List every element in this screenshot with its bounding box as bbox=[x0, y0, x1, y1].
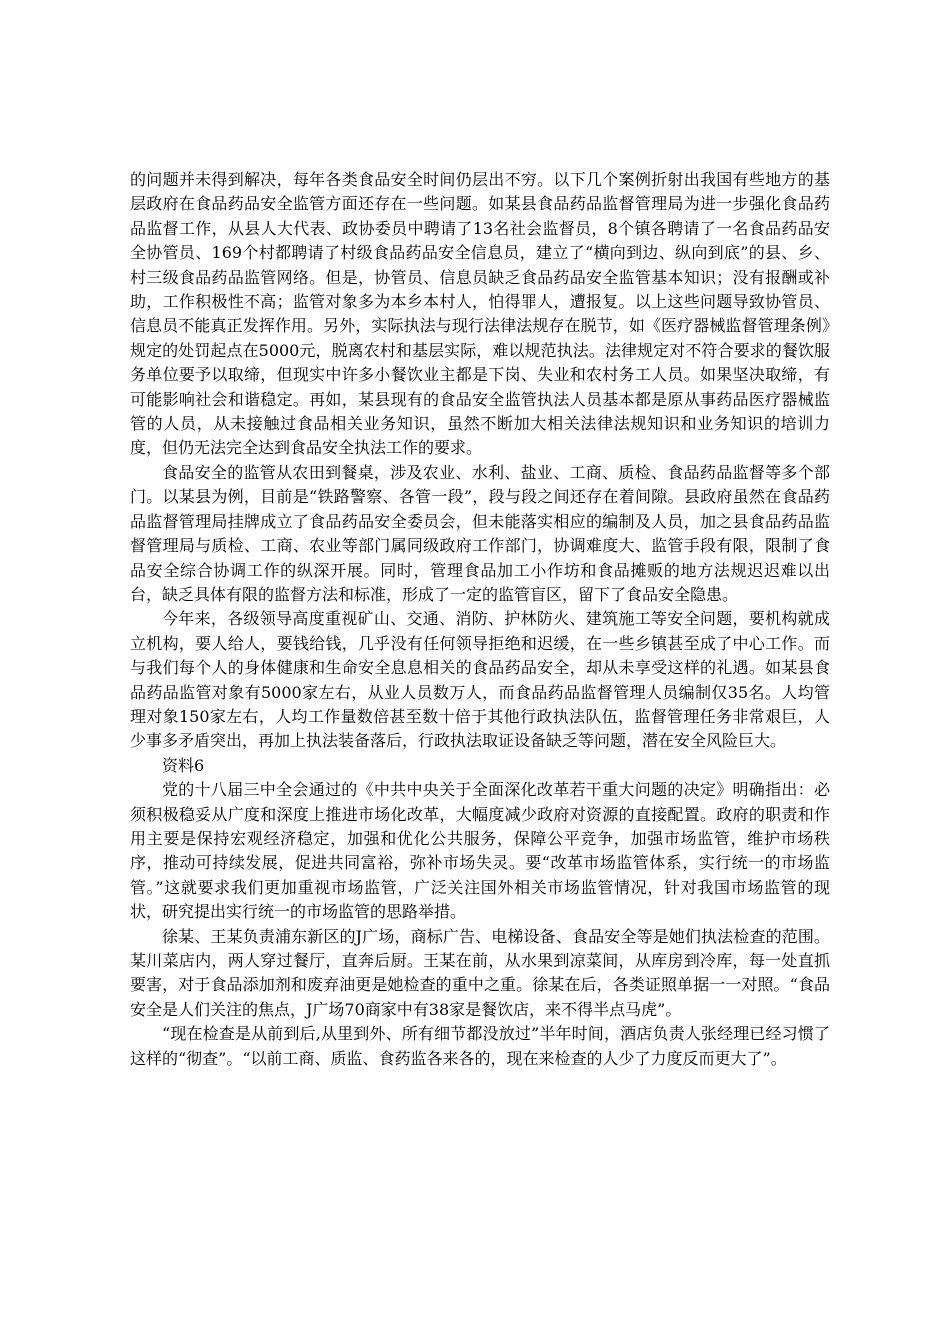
document-page bbox=[130, 168, 830, 1071]
section-heading-material-6: 资料6 bbox=[162, 755, 205, 775]
paragraph-safety-priorities: 今年来，各级领导高度重视矿山、交通、消防、护林防火、建筑施工等安全问题，要机构就成立机构，要人给人，要钱给钱，几乎没有任何领导拒绝和迟缓，在一些乡镇甚至成了中心工作。而与我们每个人的身体健康和生命安全息息相关的食品药品安全，却从未享受这样的礼遇。如某县食品药品监管对象有5000家左右，从业人员数万人，而食品药品监督管理人员编制仅35名。人均管理对象150家左右，人均工作量数倍甚至数十倍于其他行政执法队伍，监督管理任务非常艰巨，人少事多矛盾突出，再加上执法装备落后，行政执法取证设备缺乏等问题，潜在安全风险巨大。 bbox=[130, 609, 830, 751]
paragraph-food-supervision-departments: 食品安全的监管从农田到餐桌，涉及农业、水利、盐业、工商、质检、食品药品监督等多个部门。以某县为例，目前是“铁路警察、各管一段”，段与段之间还存在着间隙。县政府虽然在食品药品监督管理局挂牌成立了食品药品安全委员会，但未能落实相应的编制及人员，加之县食品药品监督管理局与质检、工商、农业等部门属同级政府工作部门，协调难度大、监管手段有限，限制了食品安全综合协调工作的纵深开展。同时，管理食品加工小作坊和食品摊贩的地方法规迟迟难以出台，缺乏具体有限的监督方法和标准，形成了一定的监管盲区，留下了食品安全隐患。 bbox=[130, 462, 830, 604]
paragraph-continuation: 的问题并未得到解决，每年各类食品安全时间仍层出不穷。以下几个案例折射出我国有些地方的基层政府在食品药品安全监管方面还存在一些问题。如某县食品药品监督管理局为进一步强化食品药品监督工作，从县人大代表、政协委员中聘请了13名社会监督员，8个镇各聘请了一名食品药品安全协管员、169个村都聘请了村级食品药品安全信息员，建立了“横向到边、纵向到底”的县、乡、村三级食品药品监管网络。但是，协管员、信息员缺乏食品药品安全监管基本知识；没有报酬或补助，工作积极性不高；监管对象多为本乡本村人，怕得罪人，遭报复。以上这些问题导致协管员、信息员不能真正发挥作用。另外，实际执法与现行法律法规存在脱节，如《医疗器械监督管理条例》规定的处罚起点在5000元，脱离农村和基层实际，难以规范执法。法律规定对不符合要求的餐饮服务单位要予以取缔，但现实中许多小餐饮业主都是下岗、失业和农村务工人员。如果坚决取缔，有可能影响社会和谐稳定。再如，某县现有的食品安全监管执法人员基本都是原从事药品医疗器械监管的人员，从未接触过食品相关业务知识，虽然不断加大相关法律法规知识和业务知识的培训力度，但仍无法完全达到食品安全执法工作的要求。 bbox=[130, 170, 830, 458]
paragraph-inspection-case: 徐某、王某负责浦东新区的J广场，商标广告、电梯设备、食品安全等是她们执法检查的范围。某川菜店内，两人穿过餐厅，直奔后厨。王某在前，从水果到凉菜间，从库房到冷库，每一处直抓要害，对于食品添加剂和废弃油更是她检查的重中之重。徐某在后，各类证照单据一一对照。“食品安全是人们关注的焦点，J广场70商家中有38家是餐饮店，来不得半点马虎”。 bbox=[130, 926, 830, 1019]
paragraph-market-reform: 党的十八届三中全会通过的《中共中央关于全面深化改革若干重大问题的决定》明确指出：必须积极稳妥从广度和深度上推进市场化改革，大幅度减少政府对资源的直接配置。政府的职责和作用主要是保持宏观经济稳定，加强和优化公共服务，保障公平竞争，加强市场监管，维护市场秩序，推动可持续发展，促进共同富裕，弥补市场失灵。要“改革市场监管体系，实行统一的市场监管。”这就要求我们更加重视市场监管，广泛关注国外相关市场监管情况，针对我国市场监管的现状，研究提出实行统一的市场监管的思路举措。 bbox=[130, 780, 830, 922]
paragraph-manager-quote: “现在检查是从前到后,从里到外、所有细节都没放过”半年时间，酒店负责人张经理已经习惯了这样的“彻查”。“以前工商、质监、食药监各来各的，现在来检查的人少了力度反而更大了”。 bbox=[130, 1024, 830, 1068]
